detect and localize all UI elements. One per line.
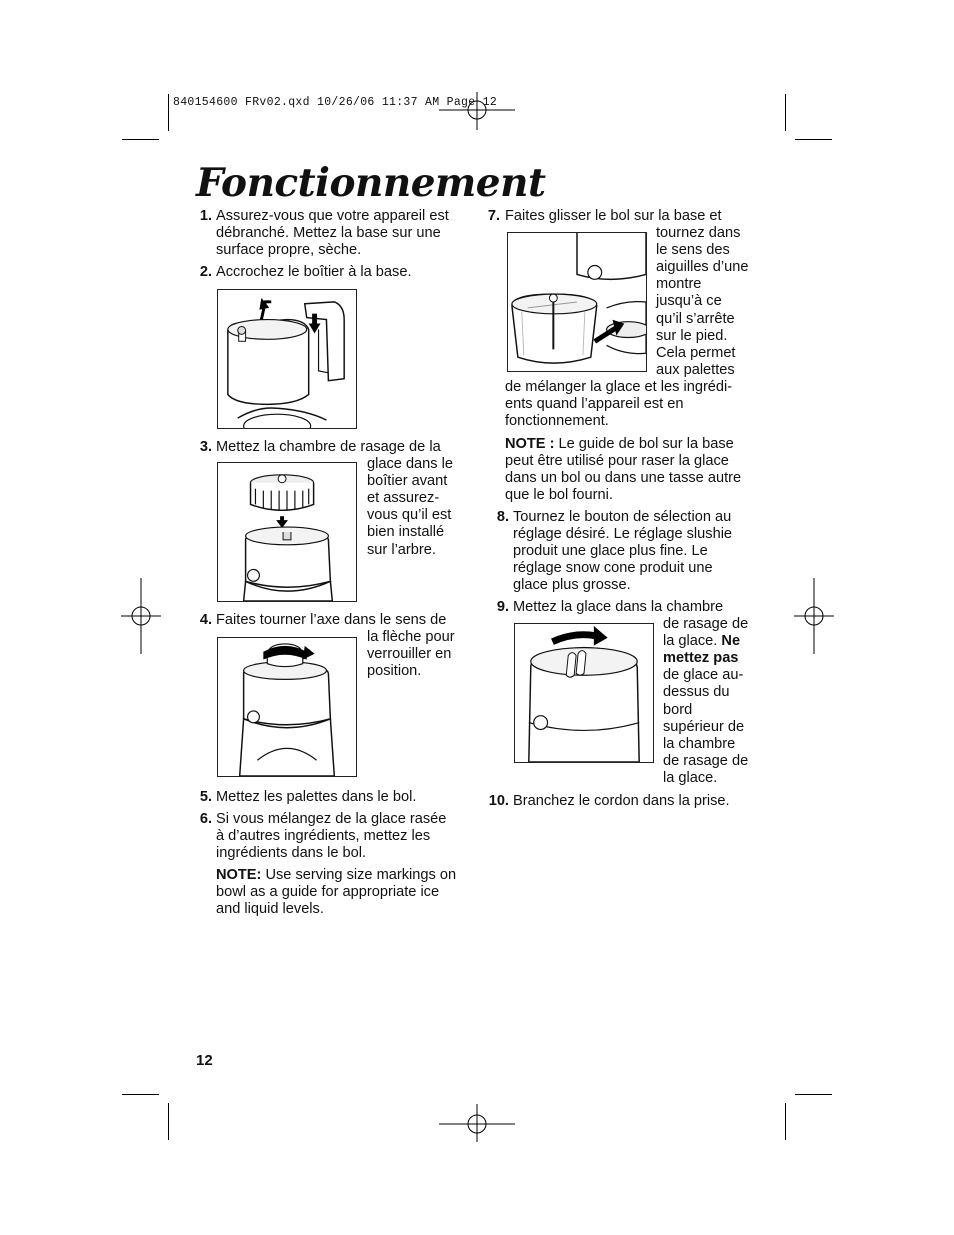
step-9-text: Mettez la glace dans la chambre (513, 599, 724, 615)
step-number: 3. (199, 439, 212, 455)
crop-mark (795, 1094, 832, 1095)
registration-mark-icon (439, 1104, 515, 1144)
text-line: à d’autres ingrédients, mettez les (216, 828, 431, 845)
bold-text: Ne (721, 633, 741, 650)
step-number: 6. (199, 811, 212, 827)
figure-lock-shaft (217, 637, 357, 777)
text-line: sur l’arbre. (367, 541, 436, 558)
bold-text: mettez pas (663, 650, 739, 667)
step-5-text: Mettez les palettes dans le bol. (216, 789, 417, 805)
text-line: la glace. (663, 769, 718, 786)
text-line: débranché. Mettez la base sur une (216, 225, 441, 242)
text-line: réglage désiré. Le réglage slushie (513, 526, 733, 543)
file-slug: 840154600 FRv02.qxd 10/26/06 11:37 AM Page 12 (173, 96, 498, 109)
page-title: Fonctionnement (196, 160, 546, 206)
text-line: la chambre (663, 735, 736, 752)
crop-mark (795, 139, 832, 140)
text-line: la glace. (663, 633, 722, 650)
crop-mark (785, 94, 786, 131)
text-line: vous qu’il est (367, 507, 452, 524)
note-label: NOTE: (216, 867, 262, 883)
text-line: position. (367, 663, 422, 680)
text-line: Si vous mélangez de la glace rasée (216, 811, 447, 827)
crop-mark (168, 94, 169, 131)
figure-bowl-onto-base (507, 232, 647, 372)
step-number: 2. (199, 264, 212, 280)
step-7-text: Faites glisser le bol sur la base et (505, 208, 722, 224)
text-line: verrouiller en (367, 646, 452, 663)
text-line: de rasage de (663, 616, 749, 632)
step-number: 7. (487, 208, 500, 224)
text-line: Le guide de bol sur la base (554, 436, 734, 452)
text-line: Cela permet (656, 344, 736, 361)
text-line: et assurez- (367, 490, 440, 507)
step-3-text: Mettez la chambre de rasage de la (216, 439, 441, 455)
crop-mark (168, 1103, 169, 1140)
text-line: la flèche pour (367, 629, 455, 645)
step-number: 9. (496, 599, 509, 615)
step-4-text: Faites tourner l’axe dans le sens de (216, 612, 447, 628)
text-line: ingrédients dans le bol. (216, 845, 367, 862)
text-line: bien installé (367, 524, 445, 541)
text-line: peut être utilisé pour raser la glace (505, 453, 729, 470)
text-line: produit une glace plus fine. Le (513, 543, 708, 560)
step-10-text: Branchez le cordon dans la prise. (513, 793, 730, 809)
registration-mark-icon (121, 578, 161, 654)
text-line: Use serving size markings on (261, 867, 457, 883)
text-line: de glace au- (663, 667, 744, 684)
text-line: de rasage de (663, 752, 749, 769)
crop-mark (785, 1103, 786, 1140)
text-line: glace plus grosse. (513, 577, 631, 594)
crop-mark (122, 139, 159, 140)
figure-shaving-chamber (217, 462, 357, 602)
text-line: aux palettes (656, 361, 735, 378)
figure-attach-housing (217, 289, 357, 429)
text-line: dans un bol ou dans une tasse autre (505, 470, 742, 487)
text-line: ents quand l’appareil est en (505, 396, 684, 413)
text-line: que le bol fourni. (505, 487, 613, 504)
step-2-text: Accrochez le boîtier à la base. (216, 264, 412, 280)
text-line: glace dans le (367, 456, 454, 472)
text-line: bord (663, 701, 693, 718)
figure-add-ice (514, 623, 654, 763)
text-line: boîtier avant (367, 473, 448, 490)
text-line: Tournez le bouton de sélection au (513, 509, 732, 525)
text-line: tournez dans (656, 225, 741, 241)
text-line: jusqu’à ce (656, 293, 722, 310)
note-label: NOTE : (505, 436, 555, 452)
page-number: 12 (196, 1052, 213, 1069)
text-line: montre (656, 276, 702, 293)
text-line: sur le pied. (656, 327, 728, 344)
text-line: réglage snow cone produit une (513, 560, 713, 577)
step-number: 10. (488, 793, 509, 809)
text-line: fonctionnement. (505, 413, 609, 430)
registration-mark-icon (794, 578, 834, 654)
step-number: 4. (199, 612, 212, 628)
text-line: surface propre, sèche. (216, 242, 362, 259)
step-number: 5. (199, 789, 212, 805)
text-line: le sens des (656, 242, 730, 259)
text-line: dessus du (663, 684, 730, 701)
crop-mark (122, 1094, 159, 1095)
text-line: supérieur de (663, 718, 745, 735)
text-line: qu’il s’arrête (656, 310, 735, 327)
step-number: 8. (496, 509, 509, 525)
step-number: 1. (199, 208, 212, 224)
text-line: and liquid levels. (216, 901, 324, 918)
text-line: de mélanger la glace et les ingrédi- (505, 379, 733, 395)
text-line: bowl as a guide for appropriate ice (216, 884, 440, 901)
text-line: aiguilles d’une (656, 259, 749, 276)
text-line: Assurez-vous que votre appareil est (216, 208, 449, 224)
